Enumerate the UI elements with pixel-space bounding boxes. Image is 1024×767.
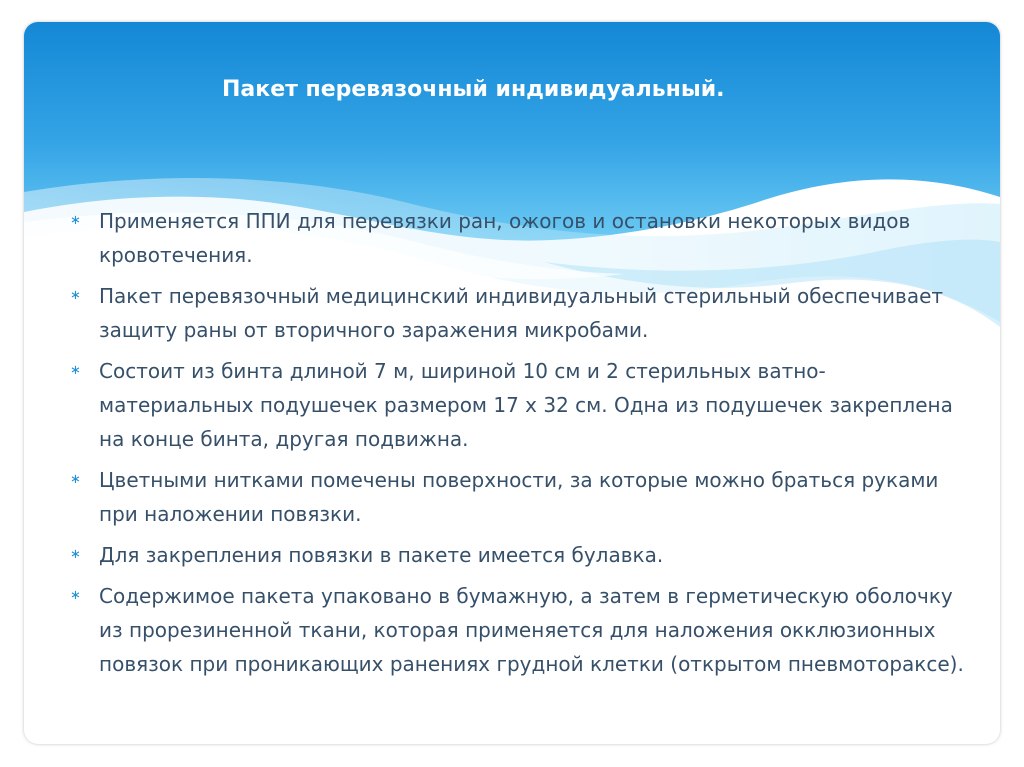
list-item-text: Состоит из бинта длиной 7 м, шириной 10 см и 2 стерильных ватно-материальных подушечек размером 17 х 32 см. Одна из подушечек закреплена на конце бинта, другая подвижна. [99, 359, 953, 451]
asterisk-bullet-icon: ∗ [70, 288, 81, 303]
asterisk-bullet-icon: ∗ [70, 588, 81, 603]
list-item [64, 204, 964, 272]
bullet-list [64, 204, 964, 688]
slide-title: Пакет перевязочный индивидуальный. [222, 77, 725, 102]
list-item [64, 538, 964, 572]
asterisk-bullet-icon: ∗ [70, 472, 81, 487]
list-item-text: Применяется ППИ для перевязки ран, ожогов и остановки некоторых видов кровотечения. [99, 209, 911, 267]
list-item [64, 279, 964, 347]
asterisk-bullet-icon: ∗ [70, 547, 81, 562]
list-item [64, 463, 964, 531]
list-item-text: Содержимое пакета упаковано в бумажную, а затем в герметическую оболочку из прорезиненной ткани, которая применяется для наложения окклюзионных повязок при проникающих ранениях грудной клетки (открытом пневмотораксе). [99, 584, 964, 676]
list-item [64, 579, 964, 681]
list-item-text: Пакет перевязочный медицинский индивидуальный стерильный обеспечивает защиту раны от вторичного заражения микробами. [99, 284, 944, 342]
list-item-text: Цветными нитками помечены поверхности, за которые можно браться руками при наложении повязки. [99, 468, 939, 526]
asterisk-bullet-icon: ∗ [70, 363, 81, 378]
asterisk-bullet-icon: ∗ [70, 213, 81, 228]
list-item [64, 354, 964, 456]
list-item-text: Для закрепления повязки в пакете имеется булавка. [99, 543, 664, 567]
presentation-slide [24, 22, 1000, 744]
